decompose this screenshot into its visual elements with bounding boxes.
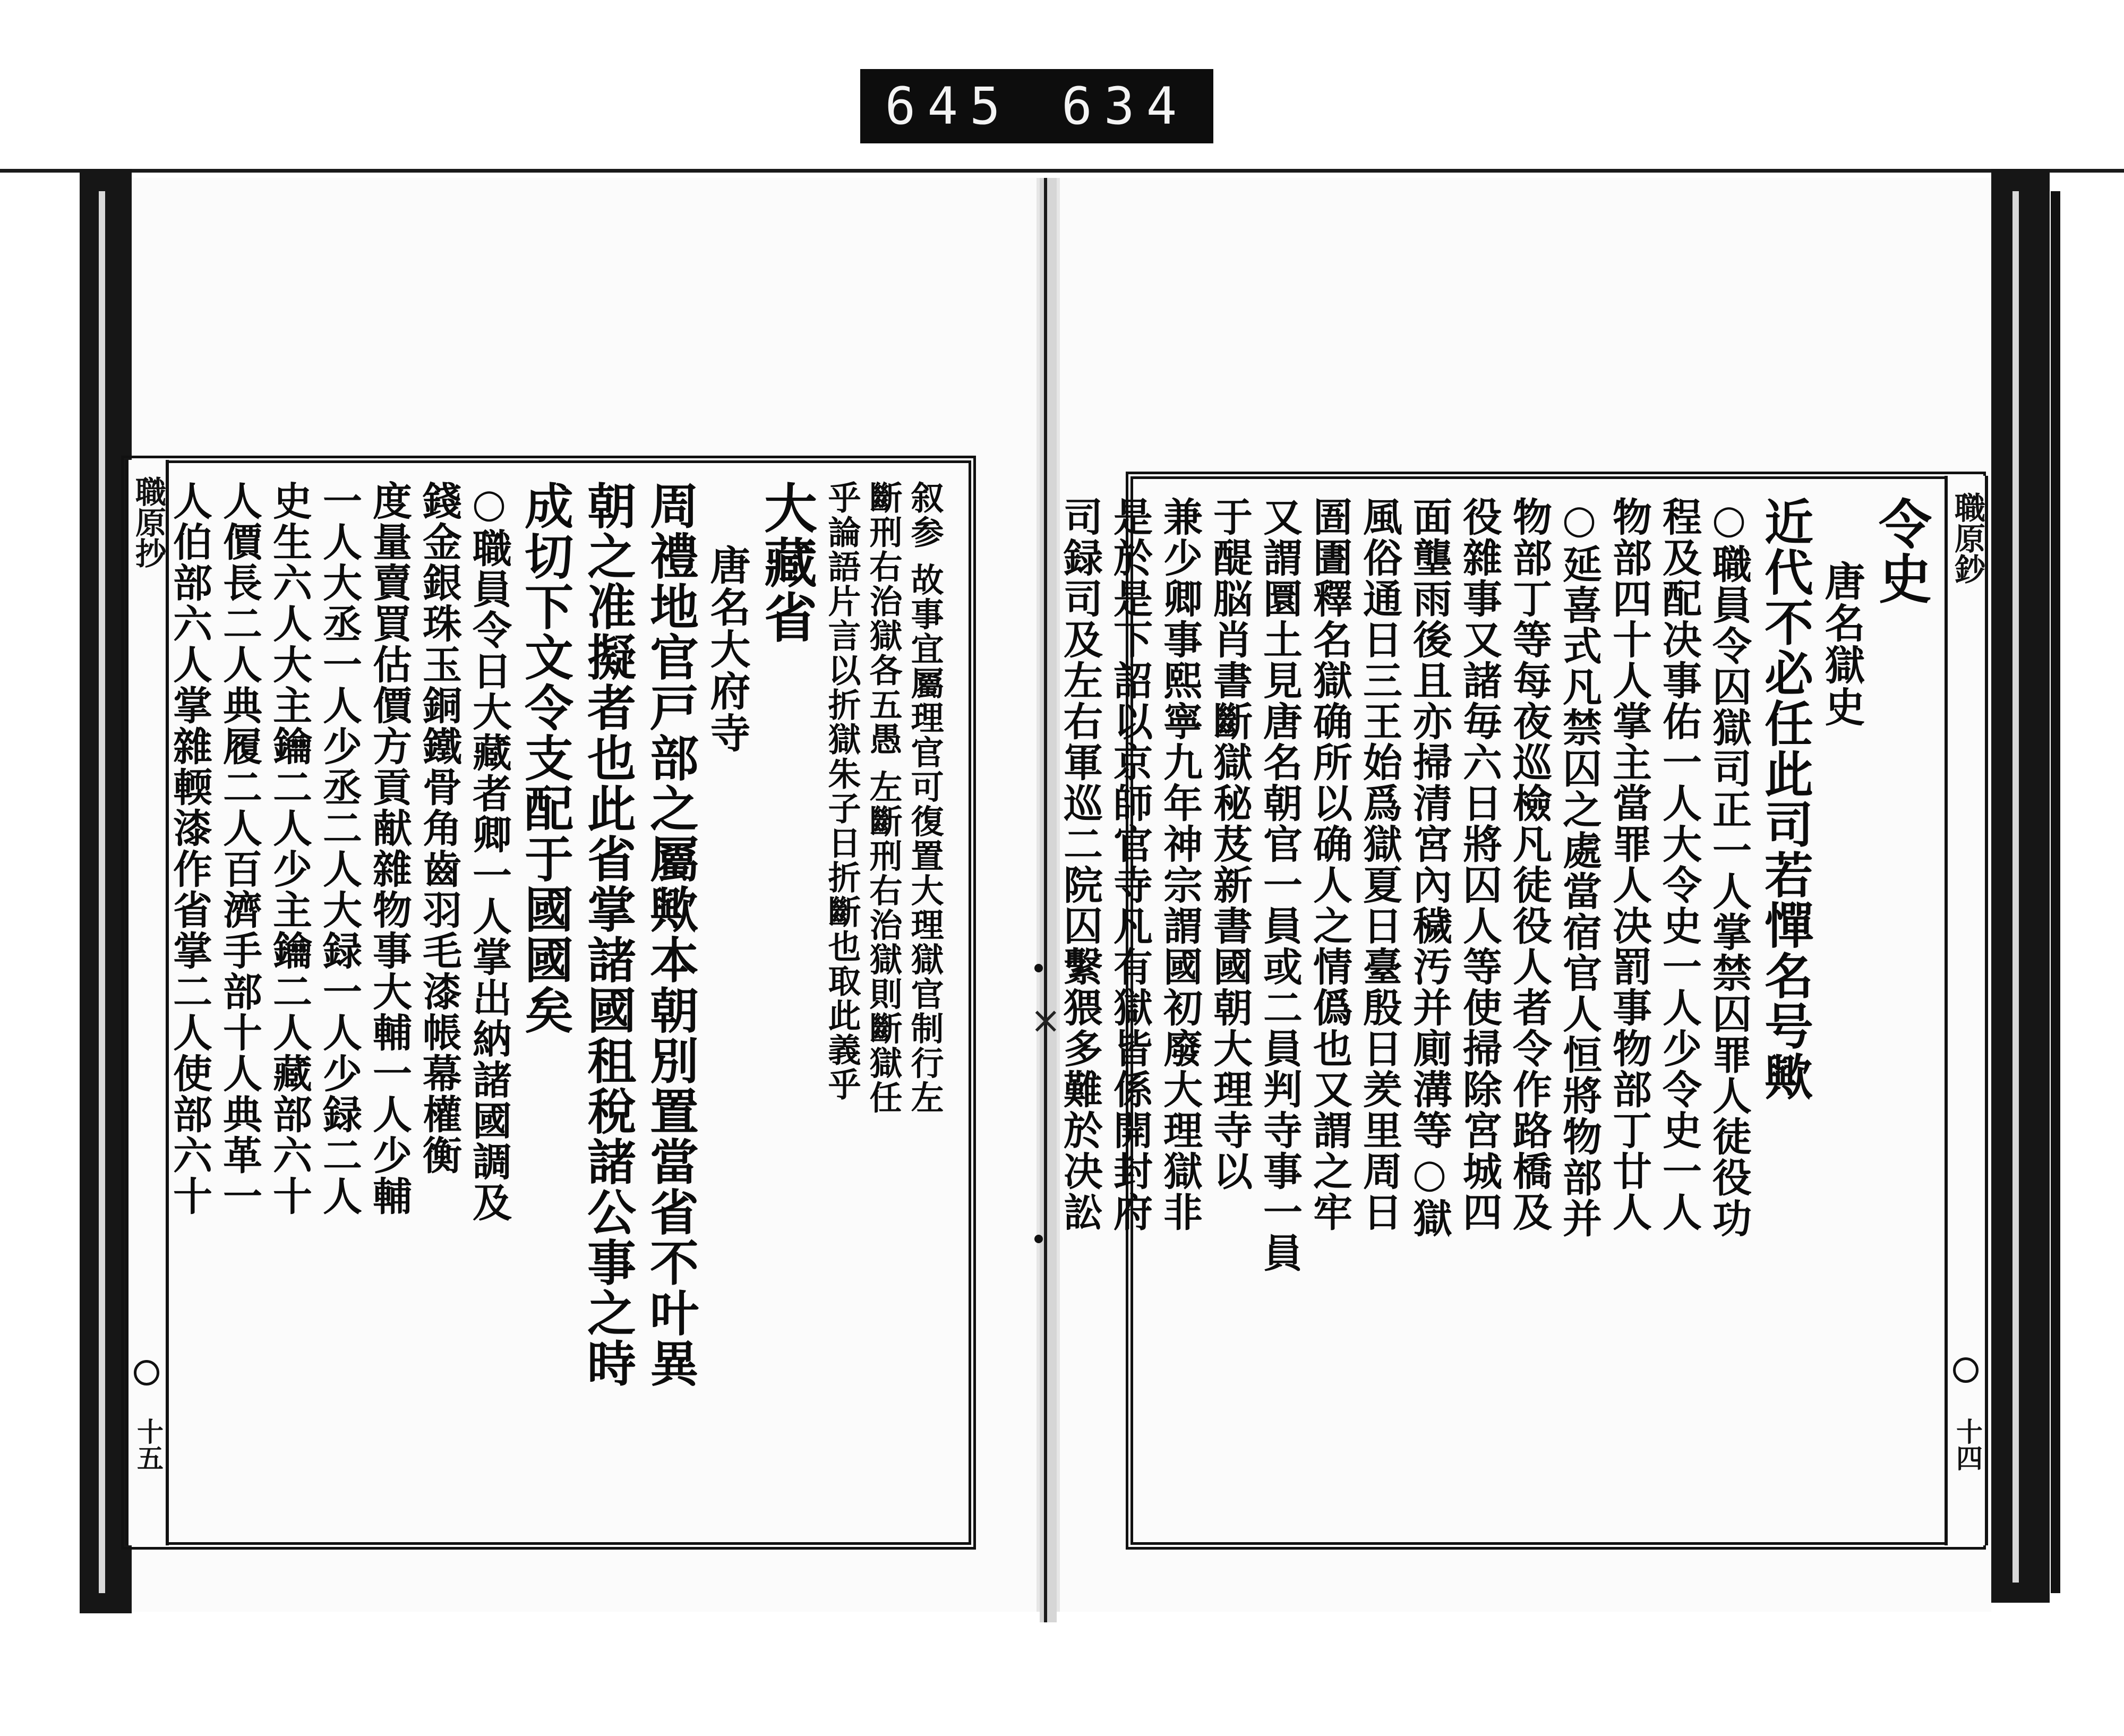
text-line: ○職員令囚獄司正一人掌禁囚罪人徒役功	[1706, 497, 1752, 1239]
right-page-spine	[1945, 476, 1988, 1545]
text-line: ○職員令日大藏者卿一人掌出納諸國調及	[466, 481, 512, 1223]
book-edge-right	[1991, 169, 2050, 1603]
text-line: 風俗通日三王始爲獄夏日臺殷日羑里周日	[1357, 497, 1402, 1233]
scan-frame-top-rule	[0, 169, 2124, 173]
text-line: 圄圕釋名獄确所以确人之情僞也又謂之牢	[1307, 497, 1352, 1233]
text-line: 物部四十人掌主當罪人决罰事物部丁廿人	[1606, 497, 1652, 1233]
text-line: 一人大丞一人少丞二人大録一人少録二人	[316, 481, 362, 1217]
left-page-spine	[125, 460, 169, 1545]
text-line: 斷刑右治獄各五愚 左斷刑右治獄則斷獄任	[864, 481, 903, 1115]
text-line: 朝之准擬者也此省掌諸國租稅諸公事之時	[579, 481, 637, 1389]
sewing-hole	[1034, 1235, 1043, 1243]
text-line: 役雜事又諸毎六日將囚人等使掃除宮城四	[1457, 497, 1502, 1233]
text-line: 成切下文令支配于國國矣	[517, 481, 574, 1036]
scan-id-right-number: 634	[1061, 76, 1189, 136]
book-edge-right-bar	[2051, 191, 2060, 1593]
right-spine-title: 職原鈔	[1949, 492, 1985, 584]
text-line: 又謂圜土見唐名朝官一員或二員判寺事一員	[1257, 497, 1303, 1273]
text-line: 司録司及左右軍巡二院囚繫猥多難於决訟	[1057, 497, 1103, 1233]
book-edge-left-highlight	[99, 191, 105, 1593]
left-spine-title: 職原抄	[130, 476, 166, 568]
text-line: 面壟雨後且亦掃清宮內穢汚并廁溝等○獄	[1407, 497, 1452, 1239]
fold-mark-icon	[134, 1360, 159, 1386]
text-line: 是於是下詔以京師官寺凡有獄皆係開封府	[1107, 497, 1153, 1233]
sewing-hole	[1034, 964, 1043, 972]
right-page-text	[1057, 497, 1935, 1537]
text-line: 史生六人大主鑰二人少主鑰二人藏部六十	[267, 481, 312, 1217]
book-gutter-line	[1044, 178, 1047, 1622]
section-heading: 令史	[1870, 497, 1932, 606]
right-spine-folio: 十四	[1952, 1418, 1983, 1471]
text-line: 叙参 故事宜屬理官可復置大理獄官制行左	[905, 481, 944, 1115]
text-line: 乎論語片言以折獄朱子日折斷也取此義乎	[823, 481, 861, 1102]
text-line: 物部丁等每夜巡檢凡徒役人者令作路橋及	[1506, 497, 1552, 1233]
text-line: 近代不必任此司若憚名号歟	[1757, 497, 1814, 1102]
text-line: 度量賣買估價方貢献雜物事大輔一人少輔	[366, 481, 412, 1217]
text-line: 程及配决事佑一人大令史一人少令史一人	[1656, 497, 1702, 1233]
section-tang-name: 唐名獄史	[1818, 560, 1865, 728]
binding-thread-mark: ×	[1030, 998, 1061, 1042]
scan-id-left-number: 645	[885, 76, 1012, 136]
text-line: 人伯部六人掌雜輭漆作省掌二人使部六十	[167, 481, 212, 1217]
text-line: ○延喜式凡禁囚之處當宿官人恒將物部并	[1556, 497, 1602, 1239]
text-line: 兼少卿事熙寧九年神宗謂國初廢大理獄非	[1157, 497, 1203, 1233]
scan-id-label	[860, 69, 1213, 143]
left-spine-folio: 十五	[133, 1418, 164, 1471]
text-line: 人價長二人典履二人百濟手部十人典革一	[217, 481, 262, 1217]
fold-mark-icon	[1953, 1357, 1979, 1383]
text-line: 周禮地官戸部之屬歟本朝別置當省不叶異	[642, 481, 699, 1389]
text-line: 錢金銀珠玉銅鐵骨角齒羽毛漆帳幕權衡	[416, 481, 462, 1176]
book-gutter	[1040, 178, 1057, 1622]
section-tang-name: 唐名大府寺	[704, 544, 751, 754]
section-heading: 大藏省	[755, 481, 818, 645]
left-page-text	[167, 481, 945, 1537]
text-line: 于醍脳肖書斷獄秘芨新書國朝大理寺以	[1207, 497, 1253, 1192]
book-edge-right-highlight	[2012, 191, 2019, 1583]
